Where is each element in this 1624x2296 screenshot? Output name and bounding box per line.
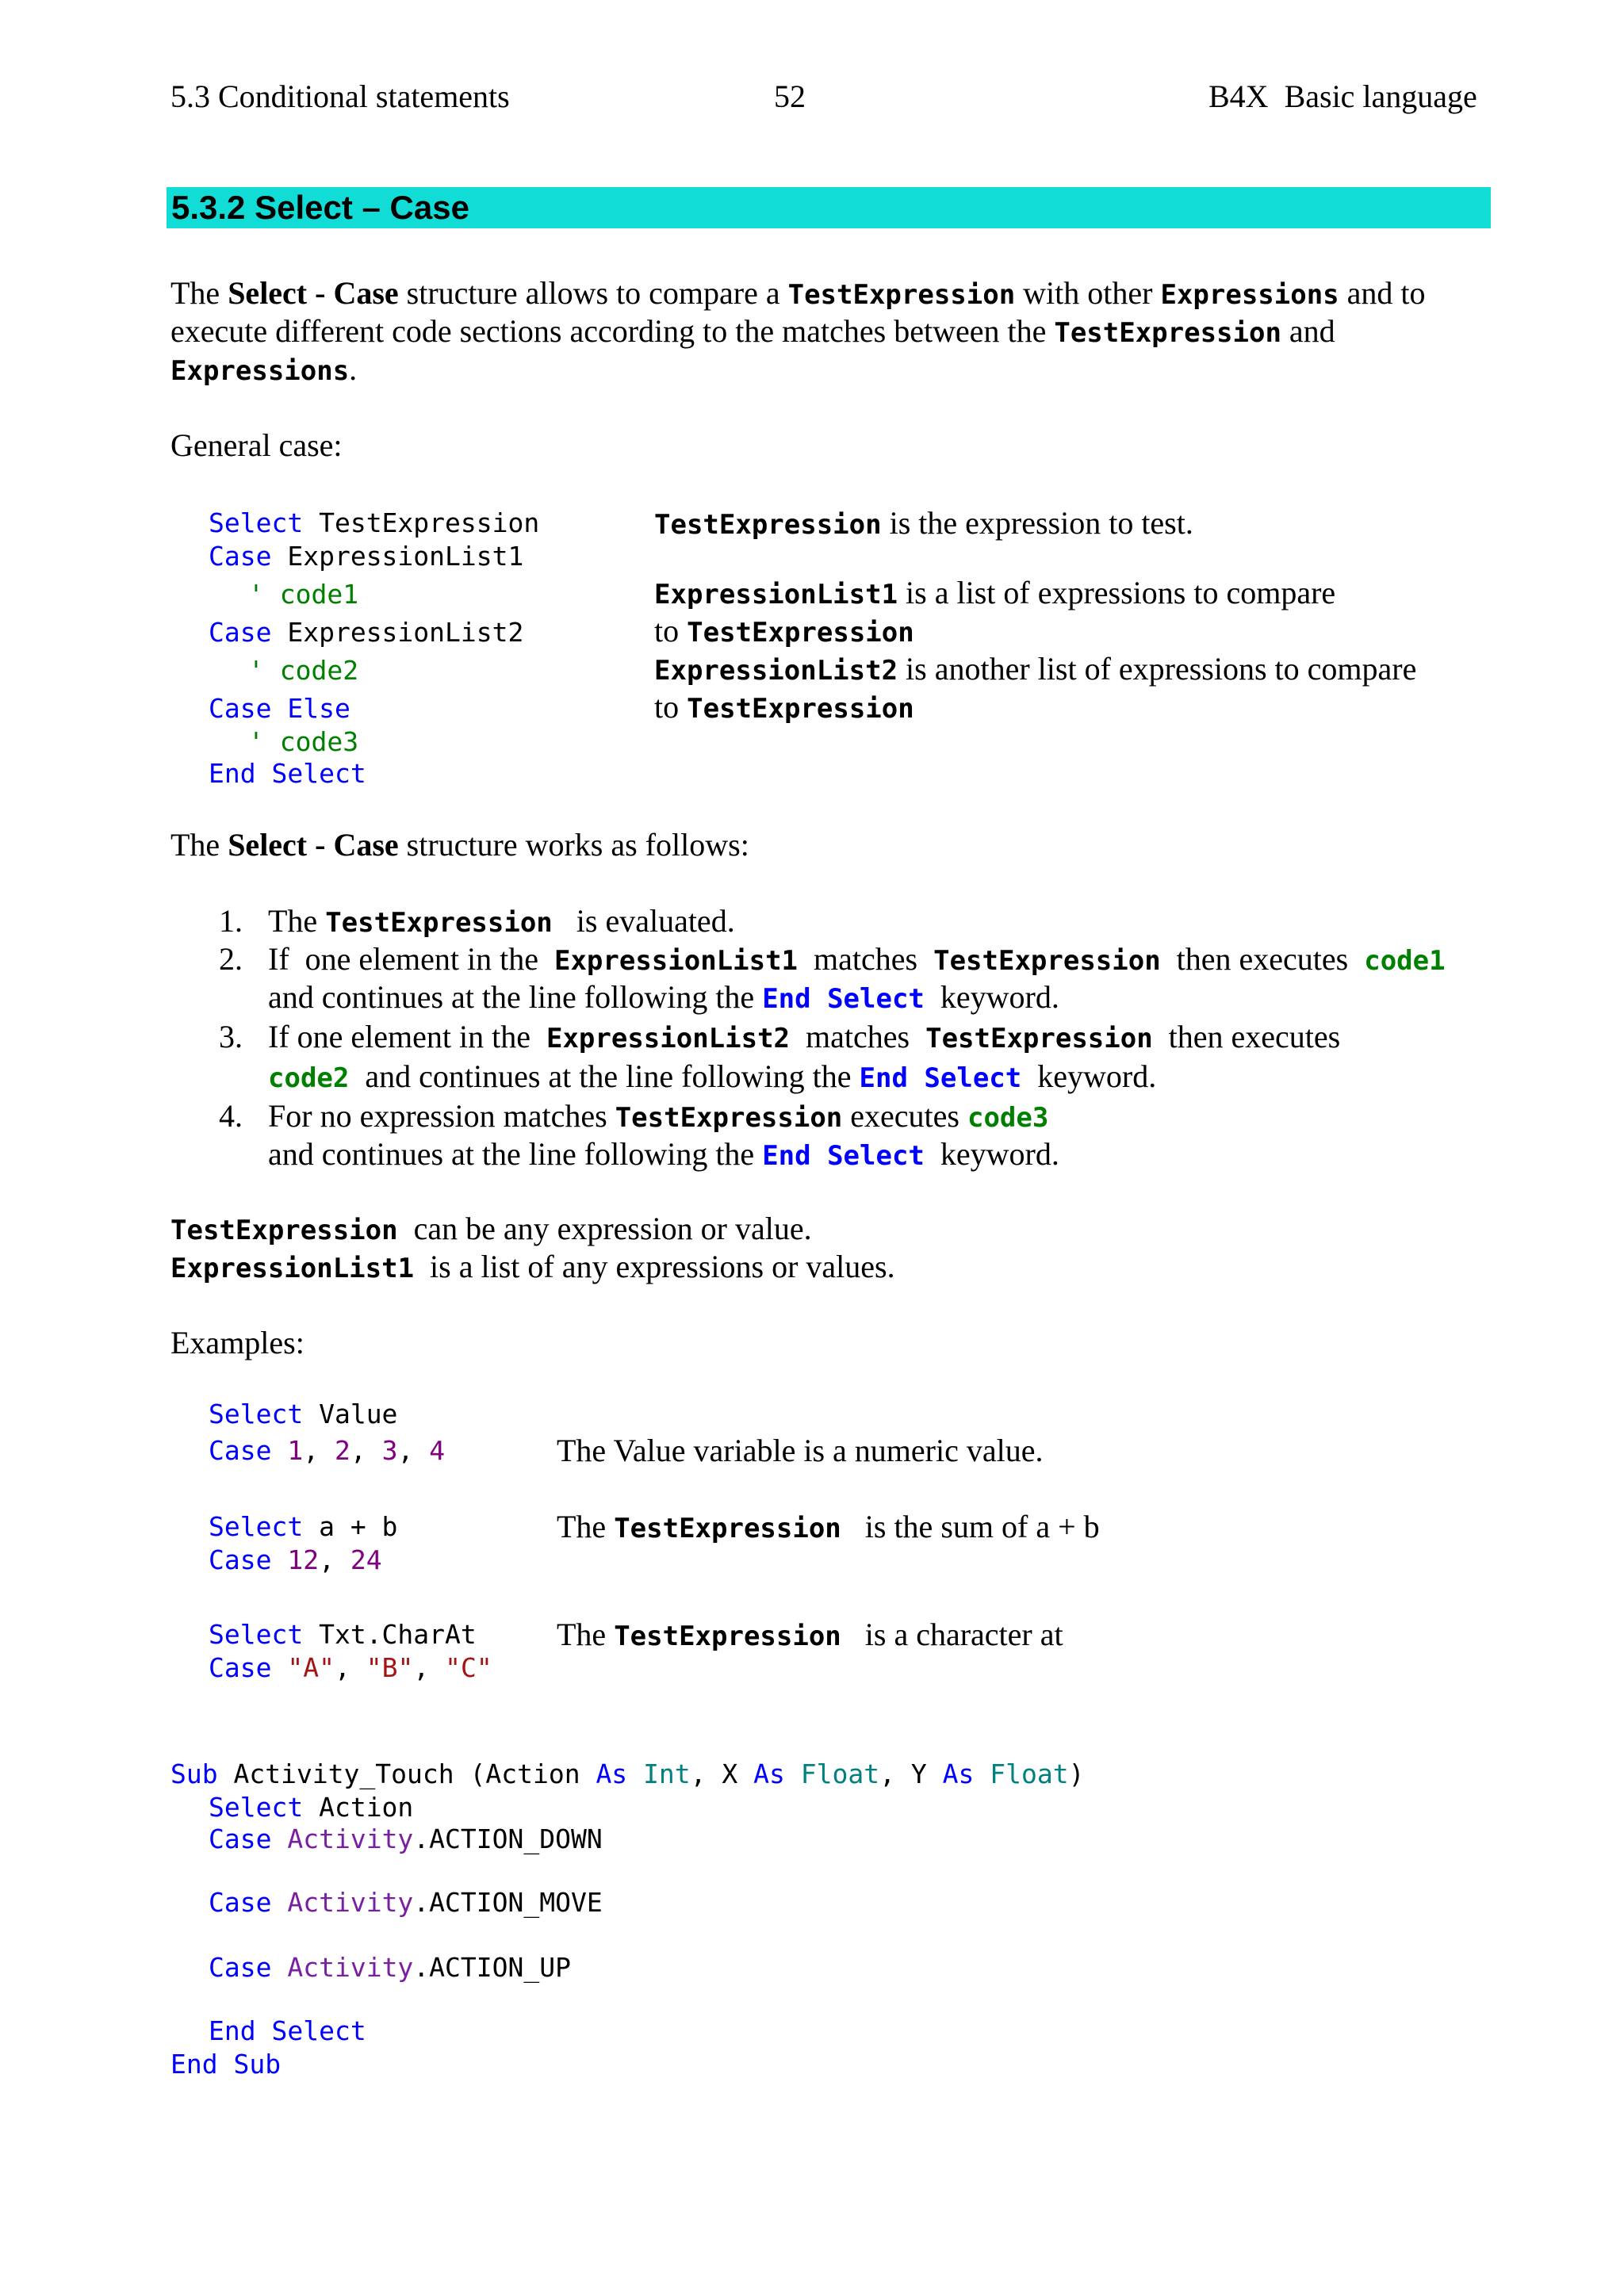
general-note-5: to TestExpression	[654, 689, 914, 725]
general-case-label: General case:	[170, 427, 343, 463]
step-3-line-2: code2 and continues at the line following the End Select keyword.	[268, 1058, 1157, 1094]
general-code-line-8: End Select	[209, 758, 366, 789]
examples-label: Examples:	[170, 1325, 304, 1360]
sub-code-line-4: Case Activity.ACTION_MOVE	[209, 1887, 603, 1918]
sub-code-line-7: End Sub	[170, 2049, 282, 2080]
step-4-number: 4.	[219, 1098, 243, 1134]
intro-line-3: Expressions.	[170, 351, 358, 387]
sub-code-line-2: Select Action	[209, 1792, 414, 1823]
general-code-line-5: ' code2	[248, 655, 359, 686]
general-code-line-6: Case Else	[209, 693, 350, 724]
step-2-line-2: and continues at the line following the End Select keyword.	[268, 979, 1059, 1015]
step-4-line-2: and continues at the line following the End Select keyword.	[268, 1136, 1059, 1172]
general-code-line-3: ' code1	[248, 579, 359, 610]
general-note-3: to TestExpression	[654, 613, 914, 649]
step-4-line-1: For no expression matches TestExpression executes code3	[268, 1098, 1049, 1134]
example-1-note: The Value variable is a numeric value.	[557, 1433, 1044, 1468]
page-number: 52	[774, 78, 806, 114]
step-2-line-1: If one element in the ExpressionList1 matches TestExpression then executes code1	[268, 941, 1446, 977]
example-3-select: Select Txt.CharAt	[209, 1619, 477, 1650]
general-note-4: ExpressionList2 is another list of expressions to compare	[654, 651, 1417, 687]
example-2-case: Case 12, 24	[209, 1544, 382, 1575]
example-1-case: Case 1, 2, 3, 4	[209, 1435, 446, 1466]
general-code-line-1: Select TestExpression	[209, 507, 540, 538]
works-intro: The Select - Case structure works as follows:	[170, 827, 749, 863]
example-2-note: The TestExpression is the sum of a + b	[557, 1509, 1100, 1544]
step-2-number: 2.	[219, 941, 243, 977]
example-1-select: Select Value	[209, 1399, 398, 1429]
intro-line-1: The Select - Case structure allows to compare a TestExpression with other Expressions and to	[170, 275, 1426, 311]
header-left: 5.3 Conditional statements	[170, 78, 510, 114]
general-note-1: TestExpression is the expression to test.	[654, 505, 1193, 541]
fact-2: ExpressionList1 is a list of any expressions or values.	[170, 1249, 895, 1284]
general-code-line-2: Case ExpressionList1	[209, 541, 524, 572]
general-code-line-7: ' code3	[248, 726, 359, 757]
example-3-case: Case "A", "B", "C"	[209, 1652, 492, 1683]
step-3-number: 3.	[219, 1019, 243, 1054]
general-note-2: ExpressionList1 is a list of expressions to compare	[654, 575, 1336, 610]
sub-code-line-3: Case Activity.ACTION_DOWN	[209, 1823, 603, 1854]
general-code-line-4: Case ExpressionList2	[209, 617, 524, 648]
sub-code-line-6: End Select	[209, 2015, 366, 2046]
intro-line-2: execute different code sections according to the matches between the TestExpression and	[170, 313, 1335, 349]
example-2-select: Select a + b	[209, 1511, 398, 1542]
section-title: 5.3.2 Select – Case	[171, 189, 469, 226]
fact-1: TestExpression can be any expression or value.	[170, 1211, 812, 1246]
header-right: B4X Basic language	[1208, 78, 1477, 114]
example-3-note: The TestExpression is a character at	[557, 1617, 1063, 1652]
step-3-line-1: If one element in the ExpressionList2 matches TestExpression then executes	[268, 1019, 1341, 1054]
sub-code-line-1: Sub Activity_Touch (Action As Int, X As Float, Y As Float)	[170, 1758, 1085, 1789]
step-1: The TestExpression is evaluated.	[268, 903, 735, 939]
sub-code-line-5: Case Activity.ACTION_UP	[209, 1952, 571, 1983]
step-1-number: 1.	[219, 903, 243, 939]
